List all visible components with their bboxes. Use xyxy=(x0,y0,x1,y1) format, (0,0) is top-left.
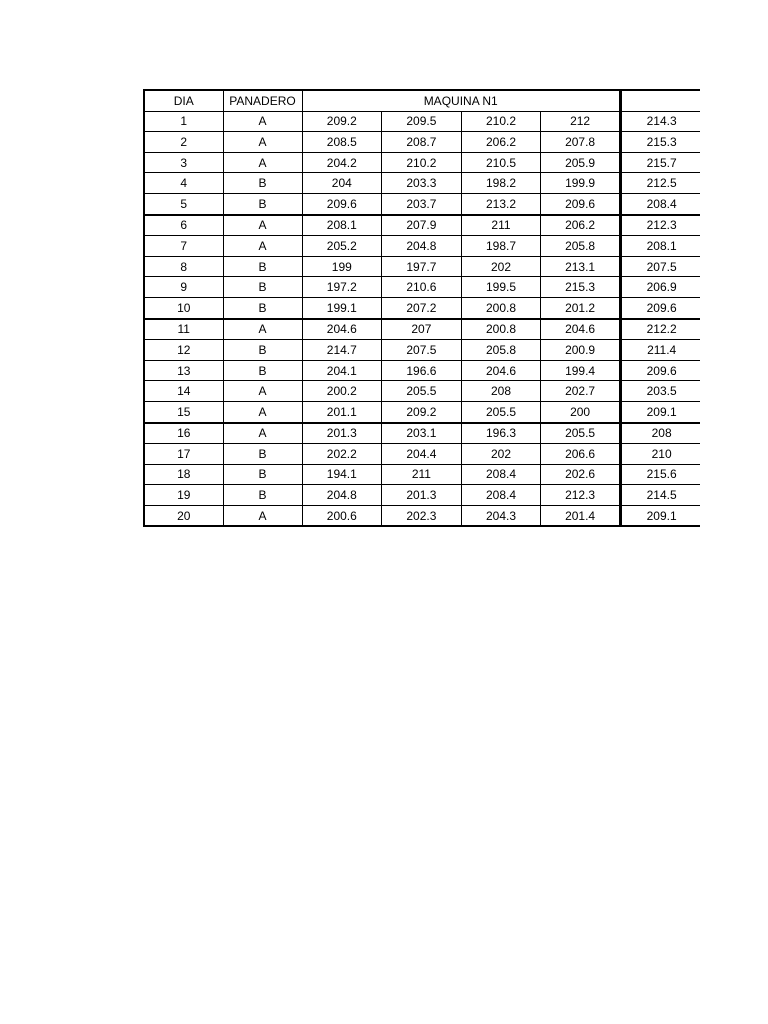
cell-panadero: A xyxy=(223,401,302,422)
cell-extra: 207.5 xyxy=(620,256,700,277)
cell-m4: 204.6 xyxy=(541,319,621,340)
cell-panadero: B xyxy=(223,277,302,298)
spreadsheet-table-area xyxy=(143,89,700,527)
cell-m1: 204.1 xyxy=(302,360,382,381)
header-dia: DIA xyxy=(144,90,223,111)
cell-m3: 210.5 xyxy=(461,152,541,173)
table-row xyxy=(144,277,700,298)
cell-m1: 205.2 xyxy=(302,236,382,257)
cell-m3: 210.2 xyxy=(461,111,541,132)
cell-dia: 12 xyxy=(144,340,223,361)
cell-dia: 7 xyxy=(144,236,223,257)
cell-dia: 8 xyxy=(144,256,223,277)
cell-m4: 199.9 xyxy=(541,173,621,194)
cell-dia: 11 xyxy=(144,319,223,340)
cell-panadero: A xyxy=(223,111,302,132)
cell-m4: 201.2 xyxy=(541,297,621,318)
header-maquina: MAQUINA N1 xyxy=(302,90,620,111)
cell-panadero: B xyxy=(223,464,302,485)
cell-dia: 19 xyxy=(144,485,223,506)
cell-panadero: A xyxy=(223,381,302,402)
cell-m4: 202.7 xyxy=(541,381,621,402)
cell-extra: 212.2 xyxy=(620,319,700,340)
table-row xyxy=(144,444,700,465)
table-body xyxy=(144,111,700,526)
cell-dia: 2 xyxy=(144,132,223,153)
table-row xyxy=(144,360,700,381)
cell-panadero: B xyxy=(223,340,302,361)
cell-m4: 205.8 xyxy=(541,236,621,257)
cell-m1: 209.2 xyxy=(302,111,382,132)
cell-m2: 211 xyxy=(382,464,462,485)
cell-m1: 201.3 xyxy=(302,423,382,444)
cell-dia: 13 xyxy=(144,360,223,381)
cell-m1: 202.2 xyxy=(302,444,382,465)
cell-m1: 199.1 xyxy=(302,297,382,318)
cell-m1: 197.2 xyxy=(302,277,382,298)
cell-m2: 201.3 xyxy=(382,485,462,506)
cell-m1: 204 xyxy=(302,173,382,194)
cell-m2: 196.6 xyxy=(382,360,462,381)
cell-panadero: B xyxy=(223,193,302,214)
cell-m2: 203.1 xyxy=(382,423,462,444)
cell-m2: 210.2 xyxy=(382,152,462,173)
cell-panadero: A xyxy=(223,236,302,257)
cell-m4: 202.6 xyxy=(541,464,621,485)
cell-m2: 209.2 xyxy=(382,401,462,422)
cell-m1: 209.6 xyxy=(302,193,382,214)
table-row xyxy=(144,111,700,132)
cell-m2: 207.9 xyxy=(382,215,462,236)
cell-m2: 197.7 xyxy=(382,256,462,277)
table-row xyxy=(144,173,700,194)
cell-panadero: B xyxy=(223,256,302,277)
cell-m1: 201.1 xyxy=(302,401,382,422)
cell-m3: 208.4 xyxy=(461,464,541,485)
cell-panadero: A xyxy=(223,423,302,444)
table-row xyxy=(144,236,700,257)
cell-dia: 3 xyxy=(144,152,223,173)
table-row xyxy=(144,256,700,277)
cell-m4: 212.3 xyxy=(541,485,621,506)
cell-panadero: B xyxy=(223,297,302,318)
cell-panadero: B xyxy=(223,444,302,465)
table-row xyxy=(144,297,700,318)
cell-m3: 198.2 xyxy=(461,173,541,194)
cell-m4: 207.8 xyxy=(541,132,621,153)
cell-panadero: A xyxy=(223,152,302,173)
table-row xyxy=(144,193,700,214)
cell-m3: 199.5 xyxy=(461,277,541,298)
cell-m3: 213.2 xyxy=(461,193,541,214)
cell-dia: 10 xyxy=(144,297,223,318)
cell-m4: 206.2 xyxy=(541,215,621,236)
cell-m4: 201.4 xyxy=(541,505,621,526)
cell-extra: 215.3 xyxy=(620,132,700,153)
cell-extra: 209.6 xyxy=(620,360,700,381)
cell-dia: 17 xyxy=(144,444,223,465)
cell-extra: 215.7 xyxy=(620,152,700,173)
cell-m2: 209.5 xyxy=(382,111,462,132)
cell-m2: 207.5 xyxy=(382,340,462,361)
cell-m2: 210.6 xyxy=(382,277,462,298)
cell-m2: 203.3 xyxy=(382,173,462,194)
cell-panadero: B xyxy=(223,485,302,506)
cell-panadero: A xyxy=(223,215,302,236)
cell-extra: 215.6 xyxy=(620,464,700,485)
cell-dia: 9 xyxy=(144,277,223,298)
table-row xyxy=(144,132,700,153)
cell-extra: 208.4 xyxy=(620,193,700,214)
table-row xyxy=(144,152,700,173)
cell-m2: 205.5 xyxy=(382,381,462,402)
cell-extra: 212.3 xyxy=(620,215,700,236)
cell-m1: 214.7 xyxy=(302,340,382,361)
cell-dia: 6 xyxy=(144,215,223,236)
table-row xyxy=(144,505,700,526)
cell-extra: 203.5 xyxy=(620,381,700,402)
cell-m3: 205.5 xyxy=(461,401,541,422)
cell-m1: 204.6 xyxy=(302,319,382,340)
cell-dia: 1 xyxy=(144,111,223,132)
cell-m2: 207.2 xyxy=(382,297,462,318)
cell-m1: 208.5 xyxy=(302,132,382,153)
cell-m2: 203.7 xyxy=(382,193,462,214)
cell-m3: 202 xyxy=(461,256,541,277)
cell-m2: 204.8 xyxy=(382,236,462,257)
cell-m1: 200.6 xyxy=(302,505,382,526)
cell-extra: 214.5 xyxy=(620,485,700,506)
table-row xyxy=(144,423,700,444)
cell-m3: 200.8 xyxy=(461,319,541,340)
cell-panadero: B xyxy=(223,173,302,194)
cell-m2: 202.3 xyxy=(382,505,462,526)
cell-m3: 200.8 xyxy=(461,297,541,318)
cell-m4: 213.1 xyxy=(541,256,621,277)
cell-m1: 194.1 xyxy=(302,464,382,485)
cell-m3: 204.3 xyxy=(461,505,541,526)
cell-extra: 209.1 xyxy=(620,401,700,422)
cell-extra: 210 xyxy=(620,444,700,465)
table-row xyxy=(144,215,700,236)
cell-m3: 208.4 xyxy=(461,485,541,506)
cell-m2: 207 xyxy=(382,319,462,340)
cell-dia: 16 xyxy=(144,423,223,444)
header-panadero: PANADERO xyxy=(223,90,302,111)
cell-m3: 196.3 xyxy=(461,423,541,444)
table-row xyxy=(144,381,700,402)
table-row xyxy=(144,485,700,506)
cell-dia: 18 xyxy=(144,464,223,485)
cell-m4: 209.6 xyxy=(541,193,621,214)
cell-dia: 14 xyxy=(144,381,223,402)
cell-m4: 205.9 xyxy=(541,152,621,173)
cell-m3: 198.7 xyxy=(461,236,541,257)
cell-panadero: A xyxy=(223,132,302,153)
cell-m4: 212 xyxy=(541,111,621,132)
cell-m4: 200.9 xyxy=(541,340,621,361)
cell-m1: 199 xyxy=(302,256,382,277)
cell-extra: 208.1 xyxy=(620,236,700,257)
cell-m1: 204.8 xyxy=(302,485,382,506)
cell-m4: 215.3 xyxy=(541,277,621,298)
cell-m3: 211 xyxy=(461,215,541,236)
cell-dia: 20 xyxy=(144,505,223,526)
cell-extra: 208 xyxy=(620,423,700,444)
table-row xyxy=(144,401,700,422)
cell-m4: 206.6 xyxy=(541,444,621,465)
header-row xyxy=(144,90,700,111)
cell-m2: 204.4 xyxy=(382,444,462,465)
cell-extra: 209.6 xyxy=(620,297,700,318)
cell-m3: 202 xyxy=(461,444,541,465)
cell-dia: 5 xyxy=(144,193,223,214)
cell-m4: 205.5 xyxy=(541,423,621,444)
header-extra xyxy=(620,90,700,111)
cell-m3: 204.6 xyxy=(461,360,541,381)
table-row xyxy=(144,319,700,340)
cell-panadero: B xyxy=(223,360,302,381)
cell-extra: 214.3 xyxy=(620,111,700,132)
cell-extra: 211.4 xyxy=(620,340,700,361)
table-row xyxy=(144,340,700,361)
cell-extra: 206.9 xyxy=(620,277,700,298)
cell-extra: 212.5 xyxy=(620,173,700,194)
cell-m4: 199.4 xyxy=(541,360,621,381)
cell-m1: 200.2 xyxy=(302,381,382,402)
cell-dia: 4 xyxy=(144,173,223,194)
cell-m1: 204.2 xyxy=(302,152,382,173)
cell-extra: 209.1 xyxy=(620,505,700,526)
cell-m3: 208 xyxy=(461,381,541,402)
cell-m1: 208.1 xyxy=(302,215,382,236)
cell-m4: 200 xyxy=(541,401,621,422)
cell-m3: 205.8 xyxy=(461,340,541,361)
cell-dia: 15 xyxy=(144,401,223,422)
cell-panadero: A xyxy=(223,319,302,340)
data-table xyxy=(143,89,700,527)
cell-m2: 208.7 xyxy=(382,132,462,153)
table-row xyxy=(144,464,700,485)
cell-m3: 206.2 xyxy=(461,132,541,153)
cell-panadero: A xyxy=(223,505,302,526)
